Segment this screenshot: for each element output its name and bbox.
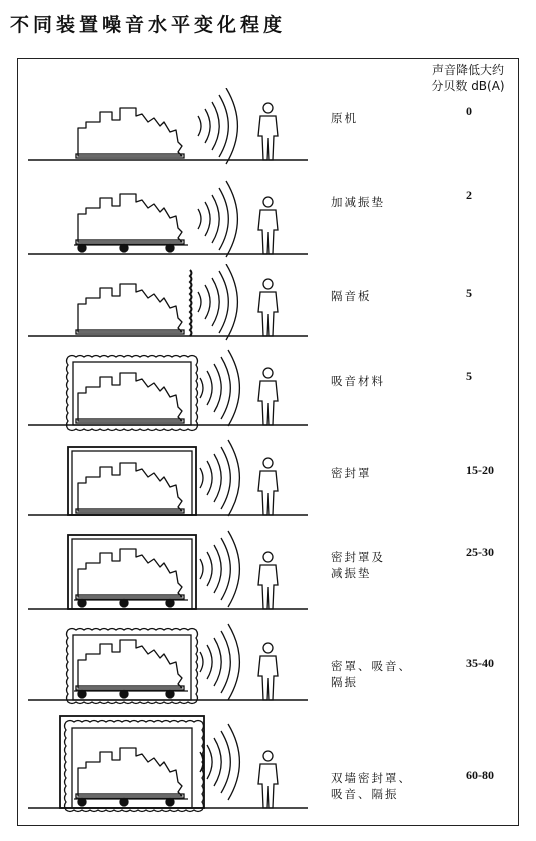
- sound-wave: [200, 378, 203, 398]
- sound-wave: [214, 545, 221, 593]
- sound-wave: [205, 202, 210, 236]
- sound-wave: [212, 102, 219, 150]
- sound-wave: [221, 731, 230, 793]
- barrier-panel: [190, 270, 192, 336]
- sound-wave: [205, 285, 210, 319]
- generator-set: [78, 284, 182, 332]
- enclosure-wall: [68, 447, 196, 515]
- diagram-row: [18, 525, 518, 617]
- sound-wave: [207, 745, 212, 779]
- listener-figure: [258, 458, 278, 515]
- sound-wave: [200, 468, 203, 488]
- generator-set: [78, 549, 182, 597]
- sound-wave: [212, 195, 219, 243]
- sound-wave: [219, 95, 228, 157]
- device-label: [331, 288, 372, 304]
- sound-wave: [214, 364, 221, 412]
- row-illustration: [18, 437, 318, 523]
- sound-wave: [207, 371, 212, 405]
- sound-wave: [221, 538, 230, 600]
- sound-wave: [214, 738, 221, 786]
- device-label-line: 加减振垫: [331, 195, 385, 209]
- noise-reduction-value: 15-20: [466, 463, 494, 477]
- device-label-line: 吸音材料: [331, 374, 385, 388]
- diagram-row: [18, 347, 518, 433]
- device-label: [331, 549, 385, 581]
- diagram-row: [18, 88, 518, 168]
- enclosure-wall: [73, 362, 191, 425]
- generator-set: [78, 373, 182, 421]
- sound-wave: [207, 645, 212, 679]
- device-label-line: 减振垫: [331, 566, 372, 580]
- header-line-1: 声音降低大约: [431, 63, 504, 77]
- noise-reduction-value: 5: [466, 286, 472, 300]
- noise-reduction-value: 0: [466, 104, 472, 118]
- generator-set: [78, 194, 182, 242]
- listener-figure: [258, 279, 278, 336]
- device-label-line: 双墙密封罩、: [331, 771, 412, 785]
- generator-set: [78, 748, 182, 796]
- device-label: [331, 770, 412, 802]
- page-title: 不同装置噪音水平变化程度: [10, 14, 287, 36]
- generator-set: [78, 463, 182, 511]
- sound-wave: [221, 631, 230, 693]
- device-label-line: 原机: [331, 111, 358, 125]
- device-label: [331, 110, 358, 126]
- sound-wave: [200, 559, 203, 579]
- row-illustration: [18, 712, 318, 816]
- sound-wave: [207, 552, 212, 586]
- device-label-line: 密罩、吸音、: [331, 659, 412, 673]
- row-illustration: [18, 620, 318, 708]
- device-label-line: 隔音板: [331, 289, 372, 303]
- generator-set: [78, 108, 182, 156]
- diagram-row: [18, 712, 518, 816]
- diagram-row: [18, 264, 518, 344]
- header-line-2: 分贝数 dB(A): [431, 79, 505, 93]
- sound-wave: [219, 271, 228, 333]
- listener-figure: [258, 751, 278, 808]
- sound-wave: [214, 638, 221, 686]
- sound-wave: [198, 116, 201, 136]
- sound-wave: [207, 461, 212, 495]
- listener-figure: [258, 368, 278, 425]
- diagram-row: [18, 180, 518, 262]
- sound-wave: [200, 652, 203, 672]
- sound-wave: [219, 188, 228, 250]
- sound-wave: [221, 447, 230, 509]
- noise-reduction-value: 5: [466, 369, 472, 383]
- sound-wave: [205, 109, 210, 143]
- listener-figure: [258, 197, 278, 254]
- row-illustration: [18, 347, 318, 433]
- row-illustration: [18, 525, 318, 617]
- row-illustration: [18, 180, 318, 262]
- device-label: [331, 465, 372, 481]
- sound-wave: [212, 278, 219, 326]
- enclosure-inner-wall: [72, 451, 192, 515]
- generator-set: [78, 640, 182, 688]
- sound-wave: [198, 209, 201, 229]
- noise-reduction-value: 60-80: [466, 768, 494, 782]
- listener-figure: [258, 103, 278, 160]
- device-label-line: 隔振: [331, 675, 358, 689]
- device-label: [331, 373, 385, 389]
- noise-reduction-value: 25-30: [466, 545, 494, 559]
- sound-wave: [221, 357, 230, 419]
- sound-wave: [198, 292, 201, 312]
- device-label-line: 密封罩: [331, 466, 372, 480]
- listener-figure: [258, 643, 278, 700]
- diagram-row: [18, 620, 518, 708]
- noise-reduction-value: 2: [466, 188, 472, 202]
- device-label-line: 密封罩及: [331, 550, 385, 564]
- sound-wave: [214, 454, 221, 502]
- row-illustration: [18, 88, 318, 168]
- device-label: [331, 194, 385, 210]
- row-illustration: [18, 264, 318, 344]
- device-label-line: 吸音、隔振: [331, 787, 399, 801]
- device-label: [331, 658, 412, 690]
- diagram-row: [18, 437, 518, 523]
- listener-figure: [258, 552, 278, 609]
- noise-reduction-value: 35-40: [466, 656, 494, 670]
